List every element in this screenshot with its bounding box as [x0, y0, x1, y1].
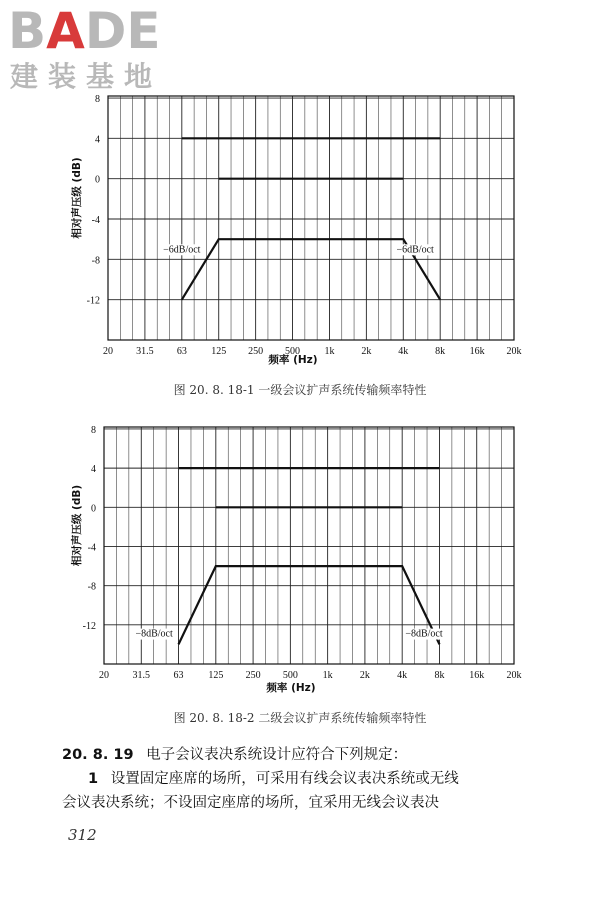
- x-tick-label: 20: [103, 346, 113, 357]
- slope-annotation: −8dB/oct: [405, 628, 443, 640]
- x-tick-label: 125: [208, 670, 224, 681]
- slope-annotation: −6dB/oct: [163, 244, 201, 256]
- x-axis-title: 频率 (Hz): [268, 354, 318, 366]
- chart-1-caption: 图 20. 8. 18-1 一级会议扩声系统传输频率特性: [173, 383, 427, 397]
- y-tick-label: 8: [95, 94, 100, 106]
- x-tick-label: 31.5: [132, 670, 151, 681]
- x-tick-label: 4k: [397, 670, 408, 681]
- y-tick-label: -4: [91, 215, 100, 227]
- x-tick-label: 20: [99, 670, 109, 681]
- item-1-text-1: 设置固定座席的场所，可采用有线会议表决系统或无线: [110, 771, 459, 787]
- y-tick-label: -8: [91, 255, 100, 267]
- chart-2-caption: 图 20. 8. 18-2 二级会议扩声系统传输频率特性: [173, 711, 427, 725]
- x-tick-label: 125: [211, 346, 227, 357]
- logo-wordmark: BADE: [8, 2, 161, 60]
- item-1-line-1: [88, 767, 538, 791]
- x-tick-label: 1k: [324, 346, 335, 357]
- y-tick-label: 4: [95, 134, 100, 146]
- y-axis-title: 相对声压级 (dB): [71, 157, 83, 239]
- slope-annotation: −8dB/oct: [135, 628, 173, 640]
- x-axis-title: 频率 (Hz): [266, 682, 316, 694]
- x-tick-label: 2k: [359, 670, 370, 681]
- x-tick-label: 20k: [506, 670, 522, 681]
- logo-subtitle: 建装基地: [10, 60, 163, 93]
- page-number: 312: [68, 826, 97, 844]
- x-tick-label: 63: [173, 670, 184, 681]
- y-tick-label: -4: [87, 542, 96, 554]
- x-tick-label: 500: [282, 670, 298, 681]
- section-heading: [62, 743, 532, 767]
- slope-annotation: −6dB/oct: [396, 244, 434, 256]
- item-number: 1: [88, 771, 99, 787]
- y-tick-label: 4: [91, 464, 96, 476]
- y-tick-label: 8: [91, 424, 96, 436]
- x-tick-label: 250: [245, 670, 261, 681]
- x-tick-label: 63: [176, 346, 187, 357]
- y-tick-label: -12: [82, 620, 96, 632]
- x-tick-label: 31.5: [136, 346, 154, 357]
- section-title: 电子会议表决系统设计应符合下列规定：: [146, 747, 408, 763]
- x-tick-label: 2k: [361, 346, 372, 357]
- x-tick-label: 16k: [469, 346, 485, 357]
- x-tick-label: 8k: [435, 346, 446, 357]
- y-tick-label: 0: [91, 503, 96, 515]
- x-tick-label: 4k: [398, 346, 409, 357]
- section-number: 20. 8. 19: [62, 747, 134, 763]
- item-1-line-2: 会议表决系统；不设固定座席的场所，宜采用无线会议表决: [62, 795, 439, 811]
- x-tick-label: 20k: [506, 346, 522, 357]
- x-tick-label: 1k: [322, 670, 333, 681]
- x-tick-label: 250: [248, 346, 264, 357]
- y-tick-label: -12: [86, 295, 100, 307]
- y-axis-title: 相对声压级 (dB): [71, 484, 83, 567]
- y-tick-label: 0: [95, 174, 100, 186]
- x-tick-label: 16k: [469, 670, 485, 681]
- x-tick-label: 500: [285, 346, 301, 357]
- series-line-3: [179, 566, 440, 644]
- y-tick-label: -8: [87, 581, 96, 593]
- x-tick-label: 8k: [434, 670, 445, 681]
